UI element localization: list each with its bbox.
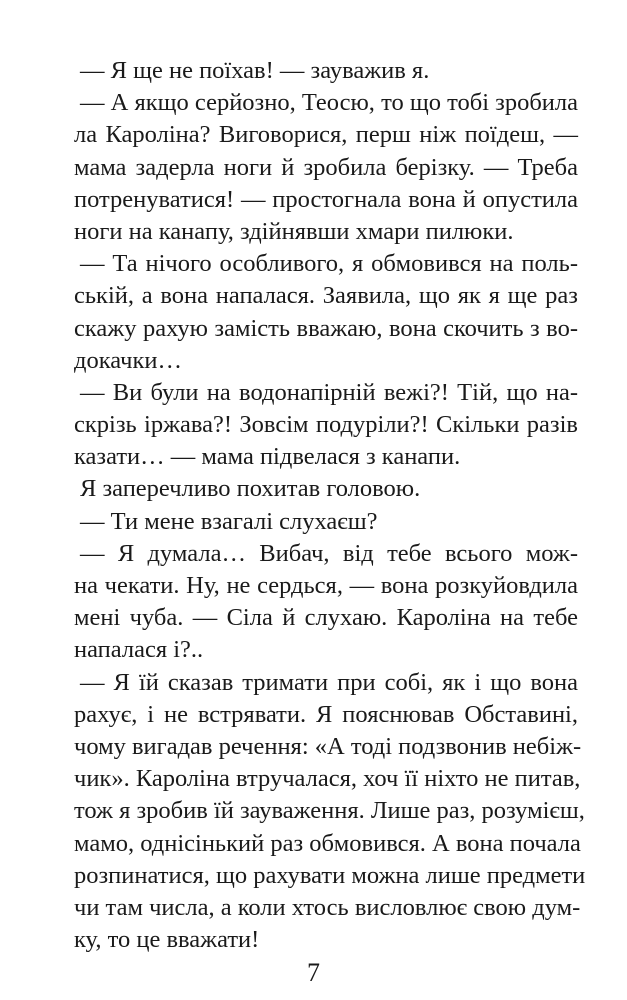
- text-line: мама задерла ноги й зробила берізку. — Треба: [74, 153, 578, 181]
- body-text: [74, 55, 586, 956]
- text-line: розпинатися, що рахувати можна лише предмети: [74, 861, 586, 889]
- text-line: — Ви були на водонапірній вежі?! Тій, що на-: [80, 378, 578, 406]
- text-line: — А якщо серйозно, Теосю, то що тобі зробила: [80, 89, 578, 117]
- text-line: ноги на канапу, здійнявши хмари пилюки.: [74, 217, 514, 245]
- text-line: ку, то це вважати!: [74, 926, 260, 954]
- page-number: 7: [307, 958, 320, 987]
- text-line: потренуватися! — простогнала вона й опустила: [74, 185, 578, 213]
- text-line: на чекати. Ну, не сердься, — вона розкуйовдила: [74, 572, 578, 599]
- text-line: докачки…: [74, 346, 182, 374]
- text-line: чик». Кароліна втручалася, хоч її ніхто не питав,: [74, 765, 581, 793]
- text-line: Я заперечливо похитав головою.: [80, 475, 421, 503]
- text-line: мені чуба. — Сіла й слухаю. Кароліна на тебе: [74, 604, 578, 632]
- text-line: скрізь іржава?! Зовсім подуріли?! Скільки разів: [74, 411, 578, 439]
- text-line: — Я думала… Вибач, від тебе всього мож-: [80, 539, 578, 567]
- text-line: рахує, і не встрявати. Я пояснював Обставині,: [74, 700, 578, 728]
- text-line: ла Кароліна? Виговорися, перш ніж поїдеш, —: [74, 121, 578, 149]
- text-line: скажу рахую замість вважаю, вона скочить з во-: [74, 314, 578, 342]
- text-line: мамо, однісінький раз обмовився. А вона почала: [74, 829, 581, 857]
- text-line: — Я їй сказав тримати при собі, як і що вона: [80, 668, 578, 696]
- text-line: чи там числа, а коли хтось висловлює свою дум-: [74, 893, 581, 921]
- text-line: — Та нічого особливого, я обмовився на поль-: [80, 250, 578, 278]
- text-line: напалася і?..: [74, 636, 204, 664]
- text-line: тож я зробив їй зауваження. Лише раз, розумієш,: [74, 797, 585, 825]
- text-line: — Ти мене взагалі слухаєш?: [80, 507, 378, 535]
- text-line: казати… — мама підвелася з канапи.: [74, 443, 461, 471]
- text-line: — Я ще не поїхав! — зауважив я.: [80, 57, 430, 84]
- text-line: ській, а вона напалася. Заявила, що як я ще раз: [74, 282, 578, 310]
- text-line: чому вигадав речення: «А тоді подзвонив небіж-: [74, 732, 582, 760]
